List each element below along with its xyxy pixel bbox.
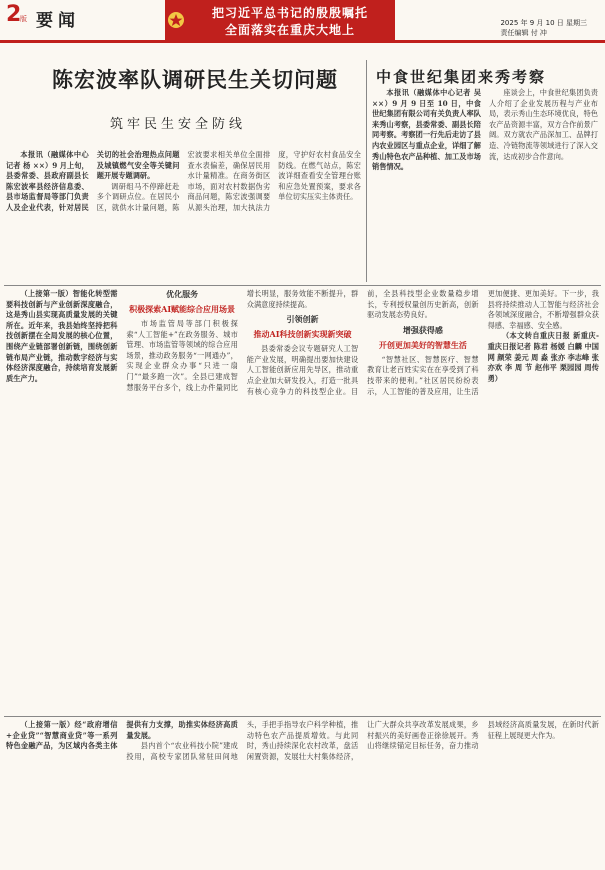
feature-intro: （上接第一版）智能化转型需要科技创新与产业创新深度融合，这是秀山县实现高质量发展的关键所在。近年来，我县始终坚持把科技创新摆在全局发展的核心位置，围绕产业链部署创新链，围绕创新链布局产业链，推动数字经济与实体经济深度融合，持续培育发展新质生产力。 xyxy=(6,289,118,383)
feature-credits: （本文转自重庆日报 新重庆-重庆日报记者 陈君 杨媛 白麟 中国网 颜荣 姜元 周 淼 张亦 李志峰 张亦欢 李 周 节 赵伟平 栗园园 周传勇） xyxy=(487,331,599,383)
divider-feature-top xyxy=(4,285,601,286)
banner-line-2: 全面落实在重庆大地上 xyxy=(224,23,355,37)
bottom-intro: （上接第一版）经“政府增信+企业贷”“智慧商业贷”等一系列特色金融产品，为区域内各类主体提供有力支撑，助推实体经济高质量发展。 xyxy=(6,720,238,751)
issue-date: 2025 年 9 月 10 日 星期三 xyxy=(500,19,587,27)
feature-sub2b: 推动AI科技创新实现新突破 xyxy=(253,329,352,340)
article2-body xyxy=(372,88,598,280)
page-number-sub: 版 xyxy=(20,15,27,23)
banner-line-1: 把习近平总书记的殷殷嘱托 xyxy=(211,6,368,20)
divider-bottom xyxy=(4,716,601,717)
article2-para-2: 座谈会上，中食世纪集团负责人介绍了企业发展历程与产业布局，表示秀山生态环境优良，特色农产品资源丰富，双方合作前景广阔。双方就农产品深加工、品牌打造、冷链物流等领域进行了深入交流，达成初步合作意向。 xyxy=(489,88,598,161)
article2-title: 中食世纪集团来秀考察 xyxy=(376,68,547,86)
article1-subtitle: 筑牢民生安全防线 xyxy=(110,117,247,132)
feature-body xyxy=(6,289,599,714)
bottom-para: 县内首个“农业科技小院”建成投用，高校专家团队常驻田间地头，手把手指导农户科学种植，推动特色农产品提质增效。与此同时，秀山持续深化农村改革，盘活闲置资源，发展壮大村集体经济，让广大群众共享改革发展成果，乡村振兴的美好画卷正徐徐展开。秀山将继续锚定目标任务，奋力推动县域经济高质量发展，在新时代新征程上展现更大作为。 xyxy=(126,720,599,761)
divider-top xyxy=(366,60,367,282)
article1-para-1: 本报讯（融媒体中心记者 杨 ××）9 月上旬，县委常委、县政府副县长陈宏波率县经济信息委、县市场监督局等部门负责人及企业代表，针对居民关切的社会治理热点问题及城镇燃气安全等关键问题开展专题调研。 xyxy=(6,150,180,212)
feature-body1: 市场监管局等部门积极探索“人工智能+”在政务服务、城市管理、市场监管等领域的综合应用场景，推动政务服务“一网通办”，实现企业群众办事“只进一扇门”“最多跑一次”。全县已建成智慧服务平台多个，线上办件量同比增长明显，服务效能不断提升，群众满意度持续提高。 xyxy=(126,289,359,392)
editor-credit: 责任编辑 付 冲 xyxy=(500,29,547,37)
slogan-banner xyxy=(165,0,395,40)
feature-sub1: 优化服务 xyxy=(166,289,199,299)
article1-body xyxy=(6,150,361,280)
article1-title: 陈宏波率队调研民生关切问题 xyxy=(52,67,338,92)
article2-para-1: 本报讯（融媒体中心记者 吴 ××）9 月 9 日至 10 日，中食世纪集团有限公司有关负责人率队来秀山考察，县委常委、副县长陪同考察。考察团一行先后走访了县内农业园区与重点企业，详细了解秀山特色农产品种植、加工及市场销售情况。 xyxy=(372,88,481,172)
feature-sub2: 引领创新 xyxy=(286,314,319,325)
section-name: 要闻 xyxy=(36,11,80,31)
feature-body3: “智慧社区、智慧医疗、智慧教育让老百姓实实在在享受到了科技带来的便利。”社区居民纷纷表示，人工智能的普及应用，让生活更加便捷、更加美好。下一步，我县将持续推动人工智能与经济社会各领域深度融合，不断增强群众获得感、幸福感、安全感。 xyxy=(367,289,599,396)
bottom-body xyxy=(6,720,599,865)
feature-sub1b: 积极探索AI赋能综合应用场景 xyxy=(129,304,236,314)
page-header xyxy=(0,0,605,40)
article1-para-2: 调研组马不停蹄赶赴多个调研点位。在居民小区，就供水计量问题，陈宏波要求相关单位全面排查水表偏差，确保居民用水计量精准。在商务街区市场，面对农村数据伪劣商品问题，陈宏波强调要从源头治理，加大执法力度，守护好农村食品安全防线。在燃气站点，陈宏波详细查看安全管理台账和应急处置预案，要求各单位切实压实主体责任。 xyxy=(96,150,361,212)
header-rule xyxy=(0,40,605,43)
date-block xyxy=(500,18,587,38)
page-number: 2 xyxy=(6,2,22,27)
feature-sub3b: 开创更加美好的智慧生活 xyxy=(378,339,467,350)
feature-body2: 县委常委会议专题研究人工智能产业发展，明确提出要加快建设人工智能创新应用先导区，推动重点企业加大研发投入，打造一批具有核心竞争力的科技型企业。目前，全县科技型企业数量稳步增长，专利授权量创历史新高，创新驱动发展态势良好。 xyxy=(246,289,479,396)
feature-sub3: 增强获得感 xyxy=(402,324,443,335)
